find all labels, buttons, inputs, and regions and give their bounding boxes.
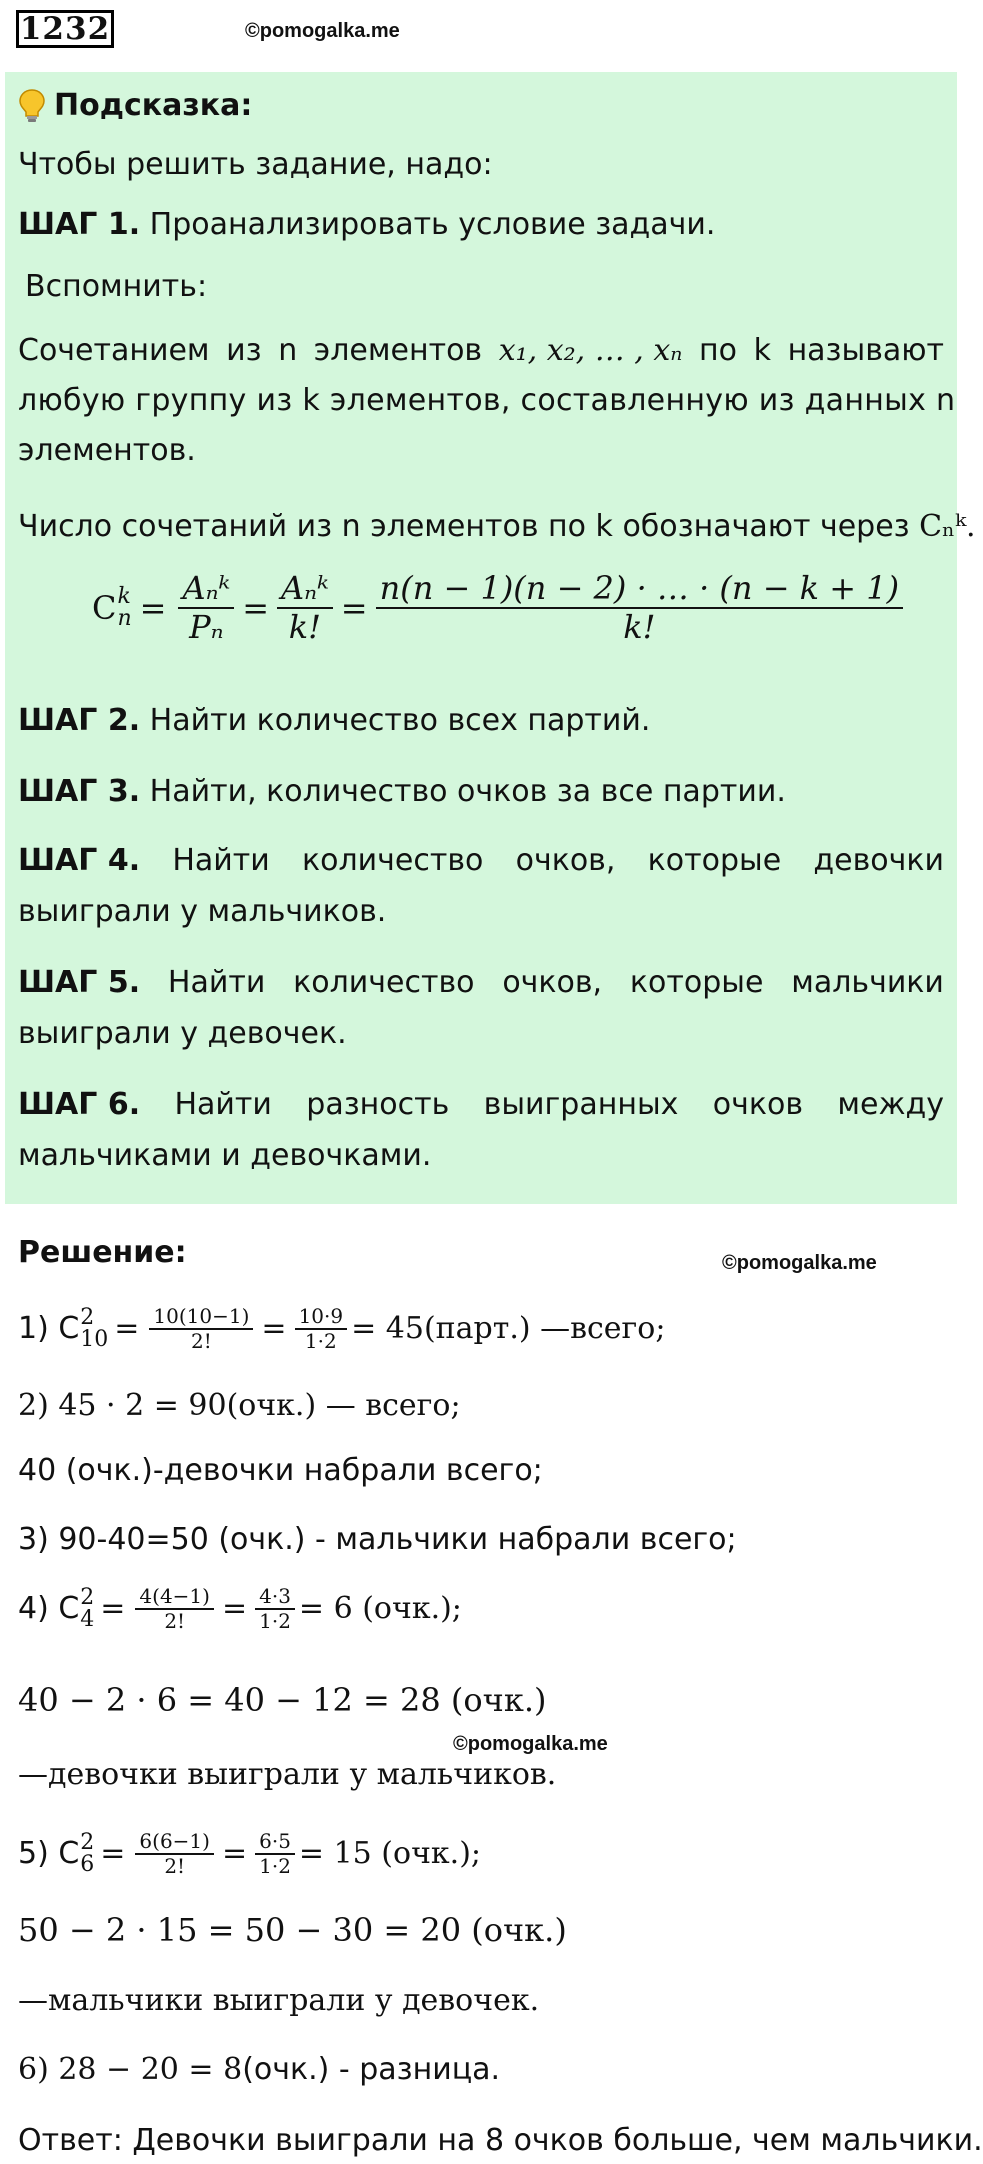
solution-step5c: —мальчики выиграли у девочек.	[18, 1983, 540, 2018]
s5-tail: = 15 (очк.);	[298, 1836, 482, 1871]
step5-word: количество	[293, 965, 475, 1000]
solution-step5b: 50 − 2 · 15 = 50 − 30 = 20 (очк.)	[18, 1911, 567, 1949]
def-word: n	[278, 333, 298, 368]
s4-num2: 4·3	[255, 1585, 295, 1610]
step6-line1	[18, 1085, 944, 1125]
s1-indices: 2 10	[80, 1305, 109, 1352]
s1-tail: = 45(парт.) —всего;	[351, 1311, 666, 1346]
s5-frac1	[135, 1830, 214, 1878]
step4-line2: выиграли у мальчиков.	[18, 894, 387, 929]
def-word: k	[753, 333, 771, 368]
step6-line2: мальчиками и девочками.	[18, 1138, 432, 1173]
s4-frac2	[255, 1585, 295, 1633]
lightbulb-icon	[18, 88, 46, 124]
def-word: элементов	[313, 333, 483, 368]
s4-prefix: 4) C	[18, 1591, 80, 1626]
s1-frac2	[295, 1305, 348, 1353]
s1-frac1	[149, 1305, 253, 1353]
s4-frac1	[135, 1585, 214, 1633]
step5-word: Найти	[167, 965, 266, 1000]
frac2-num: Aₙᵏ	[277, 570, 333, 609]
definition-line2: любую группу из k элементов, составленную из данных n	[18, 383, 956, 418]
step4-word: которые	[647, 843, 782, 878]
s6-text: (очк.) - разница.	[242, 2052, 501, 2087]
watermark-middle: ©pomogalka.me	[722, 1252, 877, 1274]
count-line	[18, 507, 976, 547]
step5-line2: выиграли у девочек.	[18, 1016, 347, 1051]
def-word: из	[226, 333, 262, 368]
step3	[18, 772, 786, 812]
formula-frac1	[178, 570, 234, 646]
hint-title-row	[18, 86, 252, 126]
s1-num2: 10·9	[295, 1305, 348, 1330]
step6-word: очков	[712, 1087, 803, 1122]
solution-step4b: 40 − 2 · 6 = 40 − 12 = 28 (очк.)	[18, 1681, 547, 1719]
s1-den1: 2!	[191, 1329, 212, 1353]
task-number-box	[16, 10, 114, 48]
formula-frac2	[277, 570, 333, 646]
formula-lhs: C	[92, 588, 117, 627]
s1-prefix: 1) C	[18, 1311, 80, 1346]
step1-label: ШАГ 1.	[18, 207, 141, 242]
frac1-num: Aₙᵏ	[178, 570, 234, 609]
formula-frac3	[376, 570, 903, 646]
solution-step2: 2) 45 · 2 = 90(очк.) — всего;	[18, 1388, 461, 1423]
s5-den2: 1·2	[259, 1854, 291, 1878]
step5-word: которые	[629, 965, 764, 1000]
s4-indices: 2 4	[80, 1585, 95, 1632]
step1	[18, 205, 715, 245]
count-text: Число сочетаний из n элементов по k обозначают через	[18, 509, 910, 544]
step4-word: девочки	[813, 843, 944, 878]
s5-num1: 6(6−1)	[135, 1830, 214, 1855]
step6-label: ШАГ 6.	[18, 1087, 141, 1122]
def-word: называют	[787, 333, 944, 368]
task-number: 1232	[19, 11, 111, 47]
hint-intro: Чтобы решить задание, надо:	[18, 147, 493, 182]
step5-line1	[18, 963, 944, 1003]
s5-frac2	[255, 1830, 295, 1878]
s4-num1: 4(4−1)	[135, 1585, 214, 1610]
def-variables: x₁, x₂, … , xₙ	[498, 333, 683, 368]
frac3-num: n(n − 1)(n − 2) · … · (n − k + 1)	[376, 570, 903, 609]
step6-word: Найти	[174, 1087, 272, 1122]
solution-step2b: 40 (очк.)-девочки набрали всего;	[18, 1453, 543, 1488]
combination-formula: C k n = $\frac{\text{Aₙᵏ}}{\text{Pₙ}}$ = $\frac{\text{Aₙᵏ}}{k!}$ = $\frac{n(n - 1)(n - 2) \cdot \dots \cdot (n - k + 1)}{k!}$	[92, 570, 907, 646]
answer: Ответ: Девочки выиграли на 8 очков больше, чем мальчики.	[18, 2123, 983, 2158]
step5-word: мальчики	[791, 965, 944, 1000]
step4-label: ШАГ 4.	[18, 843, 141, 878]
step3-text: Найти, количество очков за все партии.	[149, 774, 786, 809]
solution-step4: 4) C 2 4 = $\frac{4(4-1)}{2!}$ = $\frac{4\cdot 3}{1\cdot 2}$ = 6 (очк.);	[18, 1584, 462, 1633]
step1-text: Проанализировать условие задачи.	[149, 207, 716, 242]
def-word: по	[699, 333, 737, 368]
step4-word: Найти	[172, 843, 270, 878]
step4-word: количество	[302, 843, 484, 878]
solution-step3: 3) 90-40=50 (очк.) - мальчики набрали всего;	[18, 1522, 737, 1557]
recall-text: Вспомнить:	[25, 269, 208, 304]
s4-den1: 2!	[164, 1609, 186, 1633]
s4-den2: 1·2	[259, 1609, 291, 1633]
step5-word: очков,	[502, 965, 603, 1000]
solution-title: Решение:	[18, 1235, 187, 1270]
step4-word: очков,	[515, 843, 616, 878]
solution-step4c: —девочки выиграли у мальчиков.	[18, 1757, 557, 1792]
step4-line1	[18, 841, 944, 881]
frac2-den: k!	[288, 607, 322, 646]
solution-step1: 1) C 2 10 = $\frac{10(10-1)}{2!}$ = $\frac{10\cdot 9}{1\cdot 2}$ = 45(парт.) —всего;	[18, 1304, 666, 1353]
step6-word: выигранных	[483, 1087, 679, 1122]
frac3-den: k!	[623, 607, 656, 646]
step6-word: между	[837, 1087, 944, 1122]
watermark-top: ©pomogalka.me	[245, 20, 400, 42]
step2-text: Найти количество всех партий.	[149, 703, 651, 738]
s5-den1: 2!	[164, 1854, 186, 1878]
frac1-den: Pₙ	[189, 607, 224, 646]
s6-expression: 6) 28 − 20 = 8	[18, 2052, 243, 2087]
definition-line1	[18, 331, 944, 371]
solution-step5: 5) C 2 6 = $\frac{6(6-1)}{2!}$ = $\frac{6\cdot 5}{1\cdot 2}$ = 15 (очк.);	[18, 1829, 482, 1878]
watermark-lower: ©pomogalka.me	[453, 1733, 608, 1755]
formula-lhs-indices: k n	[117, 583, 132, 631]
count-symbol: Cₙᵏ.	[919, 509, 976, 544]
step2-label: ШАГ 2.	[18, 703, 141, 738]
definition-line3: элементов.	[18, 433, 196, 468]
s5-prefix: 5) C	[18, 1836, 80, 1871]
s4-tail: = 6 (очк.);	[298, 1591, 462, 1626]
s5-indices: 2 6	[80, 1830, 95, 1877]
step2	[18, 701, 650, 741]
solution-step6	[18, 2050, 500, 2090]
s1-den2: 1·2	[304, 1329, 337, 1353]
s1-num1: 10(10−1)	[149, 1305, 253, 1330]
s5-num2: 6·5	[255, 1830, 295, 1855]
def-word: Сочетанием	[18, 333, 210, 368]
step6-word: разность	[306, 1087, 450, 1122]
hint-title: Подсказка:	[54, 88, 253, 123]
step5-label: ШАГ 5.	[18, 965, 141, 1000]
step3-label: ШАГ 3.	[18, 774, 141, 809]
